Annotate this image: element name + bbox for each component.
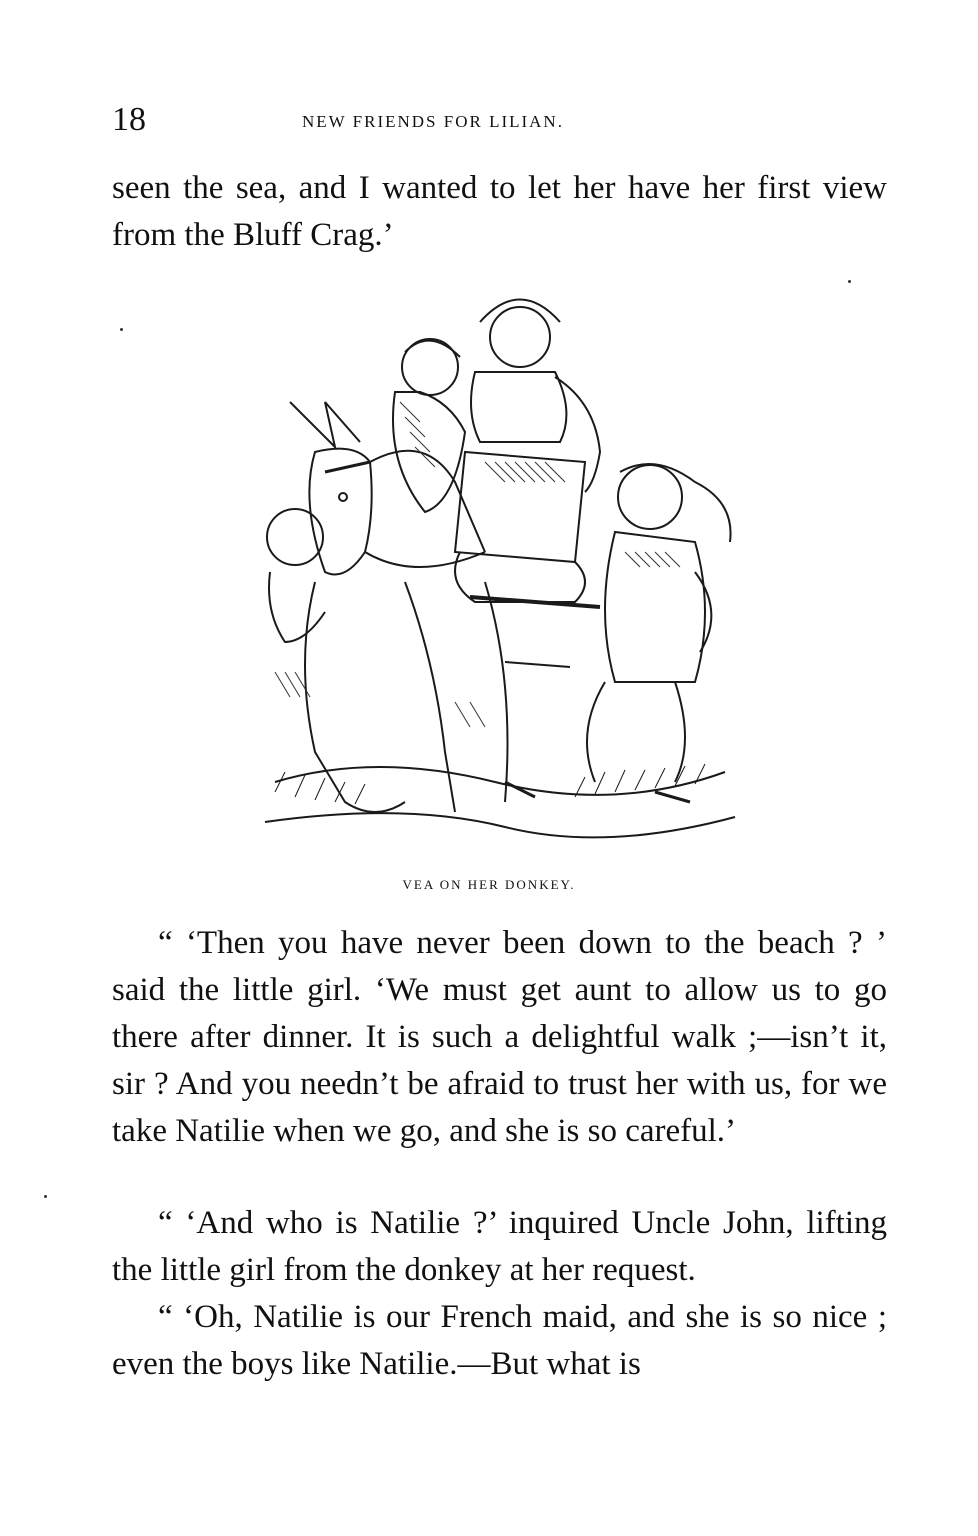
paragraph-2: “ ‘Then you have never been down to the beach ? ’ said the little girl. ‘We must get aunt to allow us to go there after dinner. It is such a delightful walk ;—isn’t it, sir ? And you needn’t be afraid to trust her with us, for we take Natilie when we go, and she is so careful.’ bbox=[112, 925, 887, 1149]
paper-speck bbox=[44, 1195, 47, 1198]
page-header bbox=[112, 100, 887, 140]
paper-speck bbox=[120, 328, 123, 331]
paragraph-4: “ ‘Oh, Natilie is our French maid, and she is so nice ; even the boys like Natilie.—But what is bbox=[112, 1299, 887, 1382]
paragraph-1: seen the sea, and I wanted to let her have her first view from the Bluff Crag.’ bbox=[112, 170, 887, 253]
paper-speck bbox=[848, 280, 851, 283]
paragraph-3: “ ‘And who is Natilie ?’ inquired Uncle John, lifting the little girl from the donkey at her request. bbox=[112, 1205, 887, 1288]
running-head: NEW FRIENDS FOR LILIAN. bbox=[302, 112, 564, 131]
illustration-vea-on-donkey bbox=[255, 282, 745, 850]
page-number: 18 bbox=[112, 101, 146, 138]
figure-caption: VEA ON HER DONKEY. bbox=[402, 877, 576, 892]
